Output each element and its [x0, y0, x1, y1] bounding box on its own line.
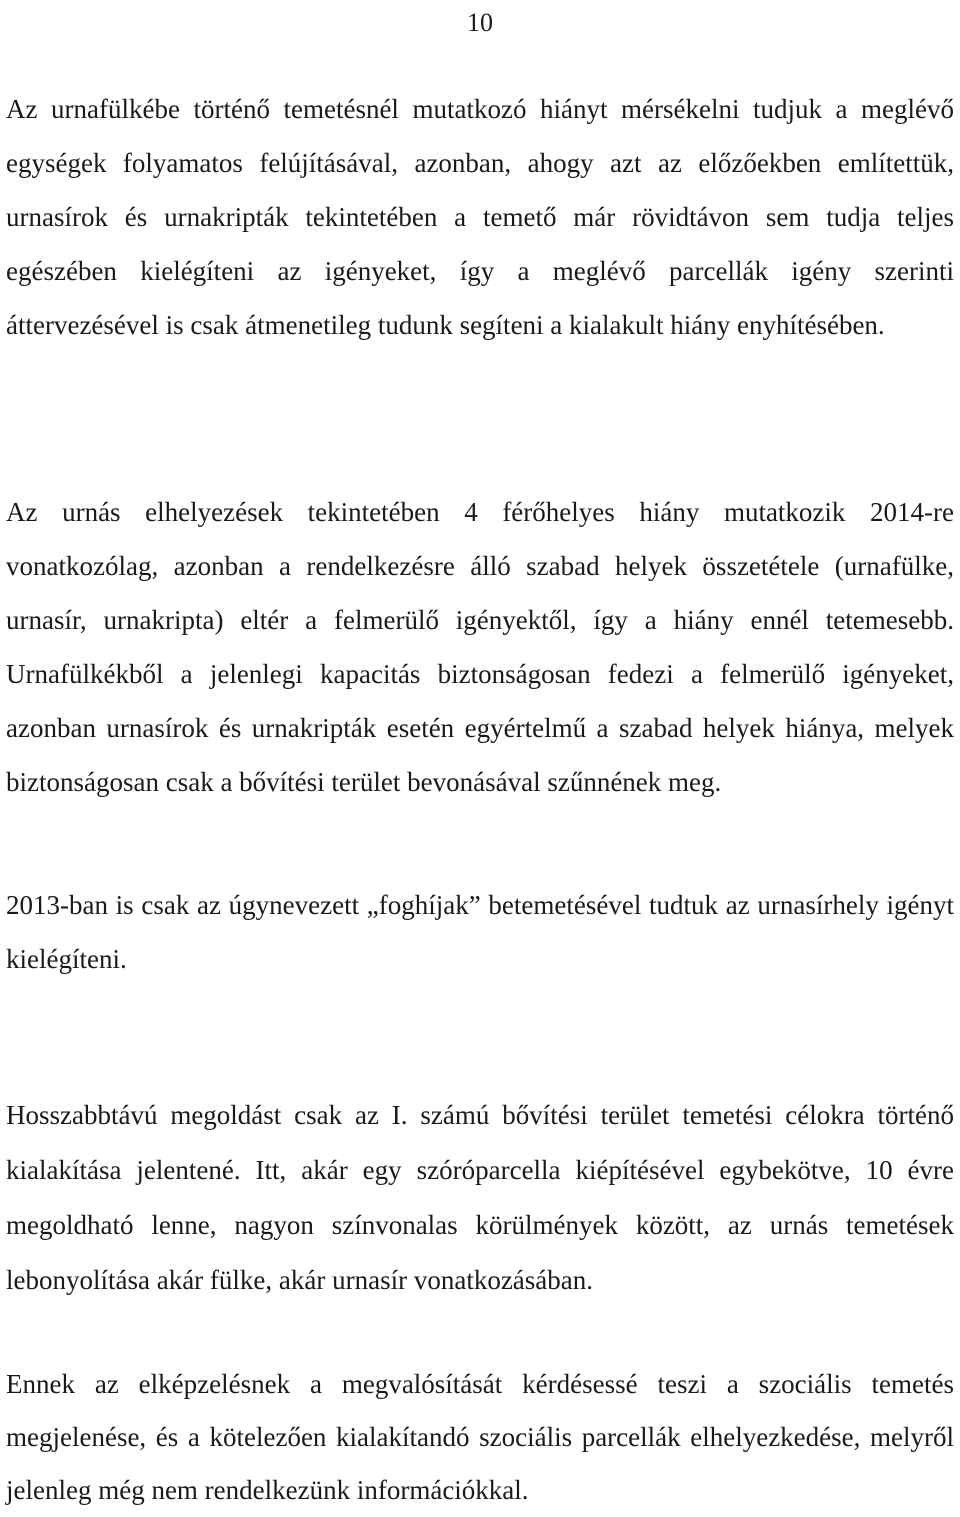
- paragraph-urnafulke: Az urnafülkébe történő temetésnél mutatkozó hiányt mérsékelni tudjuk a meglévő egységek folyamatos felújításával, azonban, ahogy azt az előzőekben említettük, urnasírok és urnakripták tekintetében a temető már rövidtávon sem tudja teljes egészében kielégíteni az igényeket, így a meglévő parcellák igény szerinti áttervezésével is csak átmenetileg tudunk segíteni a kialakult hiány enyhítésében.: [6, 94, 954, 340]
- paragraph-szocialis-temetes: Ennek az elképzelésnek a megvalósítását kérdésessé teszi a szociális temetés megjelenése, és a kötelezően kialakítandó szociális parcellák elhelyezkedése, melyről jelenleg még nem rendelkezünk információkkal.: [6, 1369, 954, 1505]
- page-number: 10: [467, 8, 493, 37]
- paragraph-2013: 2013-ban is csak az úgynevezett „foghíjak” betemetésével tudtuk az urnasírhely igényt kielégíteni.: [6, 890, 954, 974]
- paragraph-hosszabbtavu-megoldas: Hosszabbtávú megoldást csak az I. számú bővítési terület temetési célokra történő kialakítása jelentené. Itt, akár egy szóróparcella kiépítésével egybekötve, 10 évre megoldható lenne, nagyon színvonalas körülmények között, az urnás temetések lebonyolítása akár fülke, akár urnasír vonatkozásában.: [6, 1100, 954, 1295]
- paragraph-urnas-elhelyezesek: Az urnás elhelyezések tekintetében 4 férőhelyes hiány mutatkozik 2014-re vonatkozólag, azonban a rendelkezésre álló szabad helyek összetétele (urnafülke, urnasír, urnakripta) eltér a felmerülő igényektől, így a hiány ennél tetemesebb. Urnafülkékből a jelenlegi kapacitás biztonságosan fedezi a felmerülő igényeket, azonban urnasírok és urnakripták esetén egyértelmű a szabad helyek hiánya, melyek biztonságosan csak a bővítési terület bevonásával szűnnének meg.: [6, 497, 954, 797]
